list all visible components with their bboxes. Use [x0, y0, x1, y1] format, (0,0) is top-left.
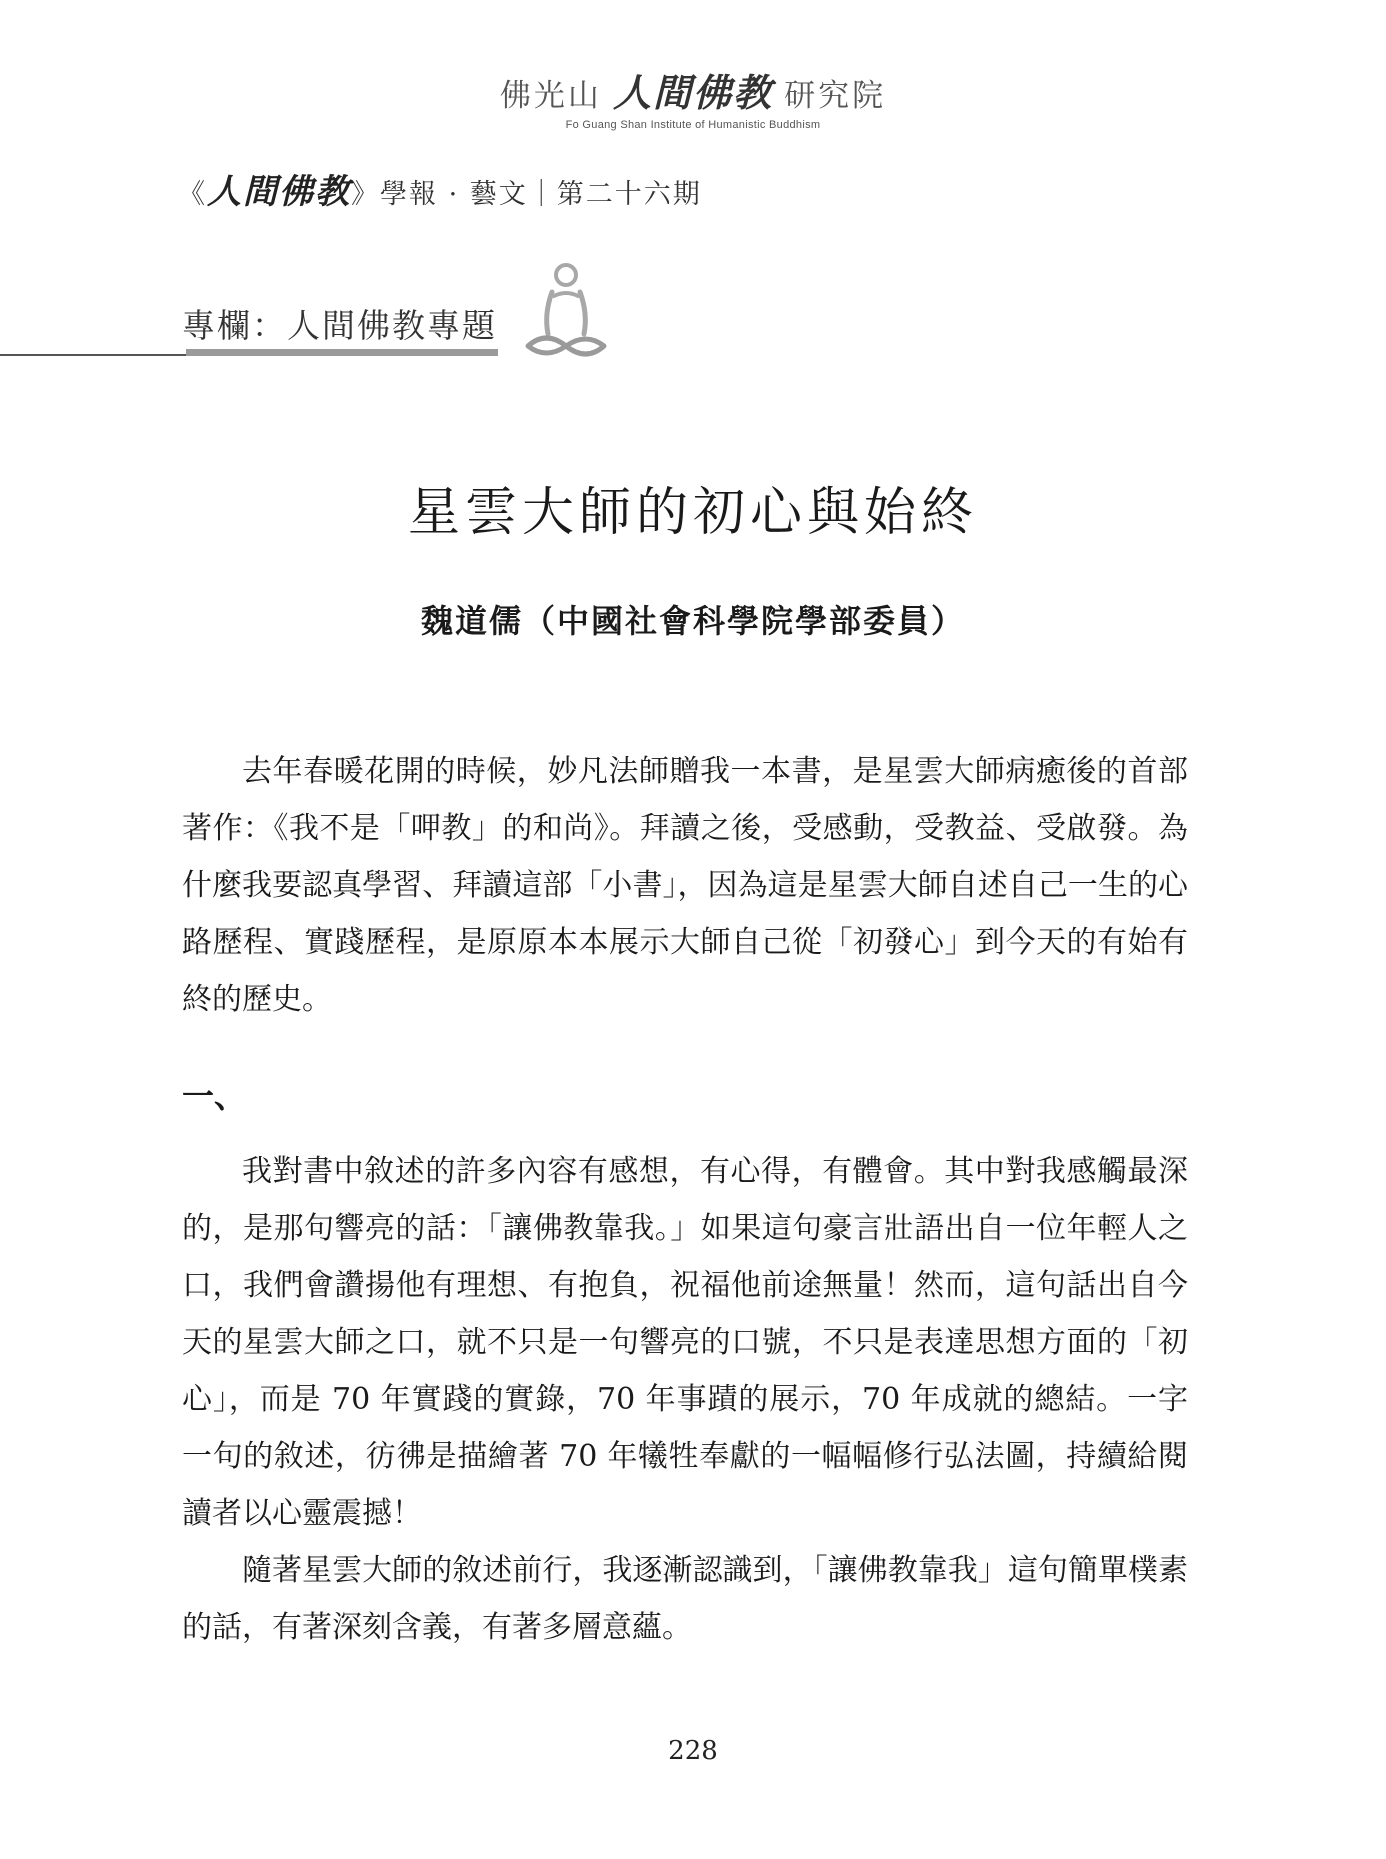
journal-issue: 》學報 · 藝文｜第二十六期: [351, 179, 702, 210]
institute-header: [0, 62, 1386, 131]
institute-suffix: 研究院: [784, 78, 887, 114]
section-rule-thick: [186, 349, 498, 356]
section-rule-thin: [0, 354, 186, 356]
article-author: 魏道儒（中國社會科學院學部委員）: [420, 602, 965, 640]
journal-running-header: [178, 164, 702, 213]
section-one-body: [182, 1143, 1188, 1656]
intro-section: [182, 743, 1188, 1028]
institute-brand: 人間佛教: [612, 70, 773, 115]
journal-open-bracket: 《: [178, 179, 207, 210]
body-paragraph-2: 隨著星雲大師的敘述前行，我逐漸認識到，「讓佛教靠我」這句簡單樸素的話，有著深刻含義，有著多層意蘊。: [182, 1553, 1188, 1645]
body-paragraph-1: 我對書中敘述的許多內容有感想，有心得，有體會。其中對我感觸最深的，是那句響亮的話：「讓佛教靠我。」如果這句豪言壯語出自一位年輕人之口，我們會讚揚他有理想、有抱負，祝福他前途無量！然而，這句話出自今天的星雲大師之口，就不只是一句響亮的口號，不只是表達思想方面的「初心」，而是 70 年實踐的實錄，70 年事蹟的展示，70 年成就的總結。一字一句的敘述，彷彿是描繪著 70 年犧牲奉獻的一幅幅修行弘法圖，持續給閱讀者以心靈震撼！: [182, 1154, 1188, 1531]
intro-paragraph: 去年春暖花開的時候，妙凡法師贈我一本書，是星雲大師病癒後的首部著作：《我不是「呷教」的和尚》。拜讀之後，受感動，受教益、受啟發。為什麼我要認真學習、拜讀這部「小書」，因為這是星雲大師自述自己一生的心路歷程、實踐歷程，是原原本本展示大師自己從「初發心」到今天的有始有終的歷史。: [182, 754, 1188, 1017]
page-number: 228: [668, 1736, 718, 1766]
section-label: 專欄：人間佛教專題: [182, 306, 497, 345]
section-heading: 一、: [182, 1077, 247, 1115]
institute-prefix: 佛光山: [499, 78, 602, 114]
journal-brand: 人間佛教: [207, 172, 351, 212]
article-title: 星雲大師的初心與始終: [407, 483, 978, 543]
meditating-figure-icon: [520, 262, 612, 362]
institute-english-name: Fo Guang Shan Institute of Humanistic Buddhism: [565, 119, 821, 131]
